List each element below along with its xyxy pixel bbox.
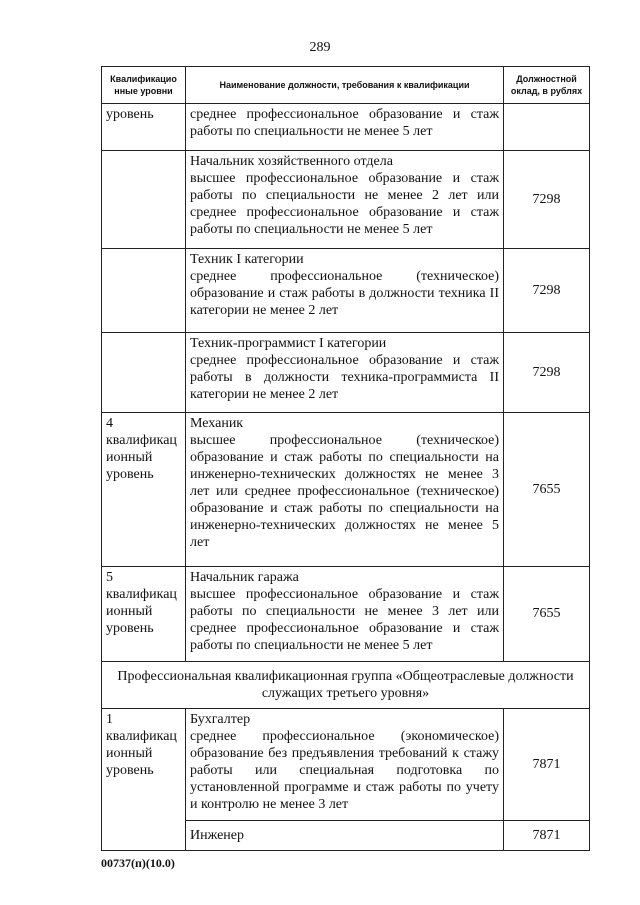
- page-number: 289: [309, 40, 331, 55]
- table-row: [102, 413, 590, 567]
- requirements-text: высшее профессиональное образование и стаж работы по специальности не менее 3 лет или среднее профессиональное образование и стаж работы по специальности не менее 5 лет: [190, 587, 499, 653]
- document-code: 00737(п)(10.0): [101, 856, 175, 870]
- group-header-row: [102, 662, 590, 709]
- header-level: Квалификацио нные уровни: [102, 67, 186, 104]
- level-cell: уровень: [102, 104, 186, 151]
- position-title: Техник I категории: [190, 252, 304, 267]
- table-row: [102, 567, 590, 662]
- header-position: Наименование должности, требования к квалификации: [186, 67, 504, 104]
- level-cell: [102, 333, 186, 413]
- level-cell: 1 квалификац ионный уровень: [102, 709, 186, 851]
- position-title: Бухгалтер: [190, 712, 251, 727]
- requirements-text: высшее профессиональное (техническое) образование и стаж работы по специальности на инженерно-технических должностях не менее 3 лет или среднее профессиональное (техническое) образование и стаж работы по специальности на инженерно-технических должностях не менее 5 лет: [190, 433, 499, 550]
- salary-cell: [504, 104, 590, 151]
- position-cell: [186, 413, 504, 567]
- position-title: Инженер: [190, 827, 245, 843]
- salary-cell: 7871: [504, 821, 590, 851]
- qualification-table: [101, 66, 590, 851]
- salary-cell: 7298: [504, 151, 590, 249]
- table-row: [102, 104, 590, 151]
- group-header: Профессиональная квалификационная группа «Общеотраслевые должности служащих третьего уровня»: [102, 662, 590, 709]
- position-cell: [186, 567, 504, 662]
- table-row: [102, 249, 590, 333]
- position-cell: [186, 709, 504, 821]
- table-row: [102, 151, 590, 249]
- requirements-text: среднее профессиональное образование и стаж работы по специальности не менее 5 лет: [190, 107, 499, 139]
- position-cell: [186, 151, 504, 249]
- table-row: [102, 333, 590, 413]
- salary-cell: 7298: [504, 249, 590, 333]
- position-cell: [186, 333, 504, 413]
- position-title: Начальник хозяйственного отдела: [190, 154, 393, 169]
- position-cell: [186, 821, 504, 851]
- level-cell: [102, 151, 186, 249]
- requirements-text: среднее профессиональное (техническое) образование и стаж работы в должности техника II категории не менее 2 лет: [190, 269, 499, 318]
- level-cell: [102, 249, 186, 333]
- header-salary: Должностной оклад, в рублях: [504, 67, 590, 104]
- salary-cell: 7298: [504, 333, 590, 413]
- position-title: Механик: [190, 416, 244, 431]
- requirements-text: среднее профессиональное (экономическое) образование без предъявления требований к стажу работы или специальная подготовка по установленной программе и стаж работы по учету и контролю не менее 3 лет: [190, 729, 499, 812]
- table-row: [102, 709, 590, 821]
- position-title: Начальник гаража: [190, 570, 299, 585]
- requirements-text: среднее профессиональное образование и стаж работы в должности техника-программиста II категории не менее 2 лет: [190, 353, 499, 402]
- level-cell: 4 квалификац ионный уровень: [102, 413, 186, 567]
- salary-cell: 7655: [504, 567, 590, 662]
- salary-cell: 7655: [504, 413, 590, 567]
- requirements-text: высшее профессиональное образование и стаж работы по специальности не менее 2 лет или среднее профессиональное образование и стаж работы по специальности не менее 5 лет: [190, 171, 499, 237]
- table-header-row: [102, 67, 590, 104]
- level-cell: 5 квалификац ионный уровень: [102, 567, 186, 662]
- position-cell: [186, 249, 504, 333]
- position-cell: [186, 104, 504, 151]
- position-title: Техник-программист I категории: [190, 336, 387, 351]
- salary-cell: 7871: [504, 709, 590, 821]
